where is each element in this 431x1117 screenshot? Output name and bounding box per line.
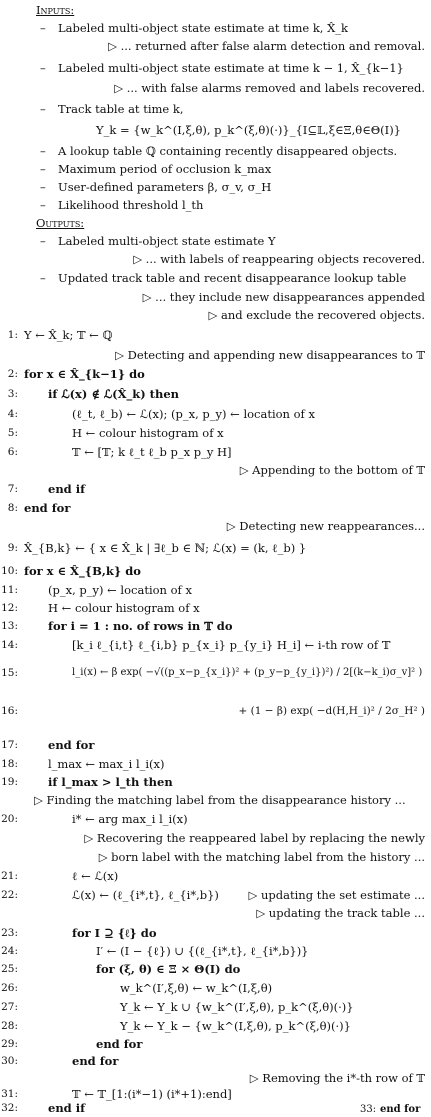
input-item [0,60,431,76]
line-number: 7: [7,483,18,495]
line-number: 4: [7,408,18,420]
line-number: 3: [7,388,18,400]
code-text: for x ∈ X̂_{k−1} do [24,367,145,381]
bullet-dash: – [40,180,46,194]
code-text: w_k^(I′,ξ,θ) ← w_k^(I,ξ,θ) [120,981,273,995]
output-text: Labeled multi-object state estimate Y [58,234,276,248]
code-text: for I ⊇ {ℓ} do [72,926,157,940]
line-number: 24: [1,945,18,957]
algo-line [0,737,431,753]
line-number: 17: [1,739,18,751]
comment-text: ▷ Detecting new reappearances... [226,519,425,533]
code-text: 𝕋 ← 𝕋_[1:(i*−1) (i*+1):end] [72,1087,232,1101]
comment-text: ▷ Appending to the bottom of 𝕋 [239,463,425,477]
algo-line [0,582,431,598]
input-item [0,20,431,36]
code-text: l_max ← max_i l_i(x) [48,757,165,771]
output-item [0,233,431,249]
algo-line [0,327,431,343]
line-number: 21: [1,870,18,882]
input-text: Labeled multi-object state estimate at time k, X̂_k [58,21,349,35]
input-text: A lookup table ℚ containing recently disappeared objects. [58,144,398,158]
input-text: Maximum period of occlusion k_max [58,162,272,176]
code-text: end for [48,738,95,752]
algo-line [0,1086,431,1102]
code-text: end for [96,1037,143,1051]
line-number: 2: [7,368,18,380]
line-number: 28: [1,1020,18,1032]
comment-text: ▷ ... with labels of reappearing objects recovered. [133,252,425,266]
algo-line [0,500,431,516]
comment-text: ▷ ... returned after false alarm detection and removal. [108,39,425,53]
bullet-dash: – [40,162,46,176]
code-text: end for [72,1054,119,1068]
line-number: 23: [1,927,18,939]
code-text: i* ← arg max_i l_i(x) [72,812,188,826]
algo-comment [0,1070,431,1086]
line-number: 31: [1,1088,18,1100]
code-text: [k_i ℓ_{i,t} ℓ_{i,b} p_{x_i} p_{y_i} H_i] ← i-th row of 𝕋 [72,638,391,652]
algo-line [0,961,431,977]
line-number: 12: [1,602,18,614]
algo-line [0,618,431,634]
algo-line [0,540,431,556]
line-number: 20: [1,813,18,825]
line-number: 10: [1,565,18,577]
algo-comment [0,518,431,534]
code-text: ℓ ← ℒ(x) [72,869,119,883]
line-number: 30: [1,1055,18,1067]
line-number: 8: [7,502,18,514]
bullet-dash: – [40,102,46,116]
code-text: 𝕋 ← [𝕋; k ℓ_t ℓ_b p_x p_y H] [72,445,232,459]
comment-text: ▷ ... they include new disappearances appended [142,290,425,304]
code-text: for i = 1 : no. of rows in 𝕋 do [48,619,233,633]
code-text: for x ∈ X̂_{B,k} do [24,564,141,578]
input-comment [0,80,431,96]
line-number: 13: [1,620,18,632]
algo-comment [0,830,431,846]
algo-line [0,481,431,497]
line-number: 5: [7,427,18,439]
input-text: User-defined parameters β, σ_v, σ_H [58,180,272,194]
algo-line [0,811,431,827]
algo-line [0,366,431,382]
outputs-heading-row [0,215,431,231]
algo-comment [0,849,431,865]
code-text: if ℒ(x) ∉ ℒ(X̂_k) then [48,387,180,401]
code-text: Y ← X̂_k; 𝕋 ← ℚ [24,328,113,342]
line-number: 26: [1,982,18,994]
algo-line [0,887,431,903]
code-text: H ← colour histogram of x [48,601,200,615]
input-item [0,101,431,117]
algo-comment [0,462,431,478]
comment-text: ▷ Detecting and appending new disappearances to 𝕋 [115,348,425,362]
output-comment [0,307,431,323]
input-comment [0,38,431,54]
line-number: 6: [7,446,18,458]
algo-comment [0,792,431,808]
input-formula [0,122,431,138]
line-number: 9: [7,542,18,554]
algo-line [0,925,431,941]
algo-line [0,425,431,441]
comment-text: ▷ Finding the matching label from the disappearance history ... [34,793,406,807]
code-text: l_i(x) ← β exp( −√((p_x−p_{x_i})² + (p_y−p_{y_i})²) / 2[(k−k_i)σ_v]² ) [72,667,423,678]
code-text: H ← colour histogram of x [72,426,224,440]
algo-line [0,868,431,884]
line-number: 15: [1,667,18,679]
output-item [0,270,431,286]
output-text: Updated track table and recent disappearance lookup table [58,271,407,285]
algo-line [0,980,431,996]
line-number: 18: [1,758,18,770]
bullet-dash: – [40,271,46,285]
algo-line [0,756,431,772]
algo-line [0,406,431,422]
comment-text: ▷ updating the track table ... [256,906,425,920]
line-number: 25: [1,963,18,975]
algo-line [0,943,431,959]
code-text: ℒ(x) ← (ℓ_{i*,t}, ℓ_{i*,b}) [72,888,219,902]
line-number: 16: [1,705,18,717]
bullet-dash: – [40,234,46,248]
algo-line [0,386,431,402]
algo-comment [0,905,431,921]
algo-line [0,1053,431,1069]
line-number: 14: [1,639,18,651]
input-text: Track table at time k, [58,102,184,116]
algo-line [0,563,431,579]
code-text: end for [24,501,71,515]
algo-line [200,1103,431,1117]
code-text: for (ξ, θ) ∈ Ξ × Θ(I) do [96,962,241,976]
algo-line [0,600,431,616]
code-text: end if [48,482,86,496]
code-text: end if [48,1101,86,1115]
line-number: 32: [1,1102,18,1114]
input-item [0,161,431,177]
code-text: (ℓ_t, ℓ_b) ← ℒ(x); (p_x, p_y) ← location of x [72,407,315,421]
line-number: 1: [7,329,18,341]
comment-text: ▷ updating the set estimate ... [248,888,425,902]
comment-text: ▷ born label with the matching label from the history ... [98,850,425,864]
line-number: 29: [1,1038,18,1050]
code-text: Υ_k ← Υ_k − {w_k^(I,ξ,θ), p_k^(ξ,θ)(·)} [120,1019,351,1033]
code-text: X̂_{B,k} ← { x ∈ X̂_k | ∃ℓ_b ∈ ℕ; ℒ(x) = (k, ℓ_b) } [24,541,307,555]
code-text: end for [380,1104,421,1115]
output-comment [0,289,431,305]
input-text: Likelihood threshold l_th [58,198,204,212]
algo-line [0,999,431,1015]
input-text: Labeled multi-object state estimate at time k − 1, X̂_{k−1} [58,61,404,75]
outputs-heading: Outputs: [36,216,85,230]
bullet-dash: – [40,21,46,35]
output-comment [0,251,431,267]
input-item [0,179,431,195]
bullet-dash: – [40,61,46,75]
input-item [0,197,431,213]
algo-line [0,774,431,790]
comment-text: ▷ ... with false alarms removed and labels recovered. [114,81,425,95]
track-table-formula: Υ_k = {w_k^(I,ξ,θ), p_k^(ξ,θ)(·)}_{I⊆𝕃,ξ∈Ξ,θ∈Θ(I)} [96,123,401,137]
algo-line [0,637,431,653]
line-number: 11: [1,584,18,596]
line-number: 33: [360,1104,377,1115]
algo-line [0,1018,431,1034]
line-number: 27: [1,1001,18,1013]
bullet-dash: – [40,198,46,212]
inputs-heading-row [0,2,431,18]
algo-line [0,665,431,681]
comment-text: ▷ and exclude the recovered objects. [208,308,425,322]
bullet-dash: – [40,144,46,158]
algo-line [0,1036,431,1052]
comment-text: ▷ Removing the i*-th row of 𝕋 [249,1071,425,1085]
algo-comment [0,347,431,363]
code-text: + (1 − β) exp( −d(H,H_i)² / 2σ_H² ) [238,705,425,717]
inputs-heading: Inputs: [36,3,75,17]
line-number: 22: [1,889,18,901]
algo-line [0,703,431,719]
code-text: (p_x, p_y) ← location of x [48,583,192,597]
comment-text: ▷ Recovering the reappeared label by replacing the newly [84,831,425,845]
algo-line [0,444,431,460]
input-item [0,143,431,159]
code-text: I′ ← (I − {ℓ}) ∪ {(ℓ_{i*,t}, ℓ_{i*,b})} [96,944,309,958]
code-text: Υ_k ← Υ_k ∪ {w_k^(I′,ξ,θ), p_k^(ξ,θ)(·)} [120,1000,354,1014]
code-text: if l_max > l_th then [48,775,173,789]
line-number: 19: [1,776,18,788]
